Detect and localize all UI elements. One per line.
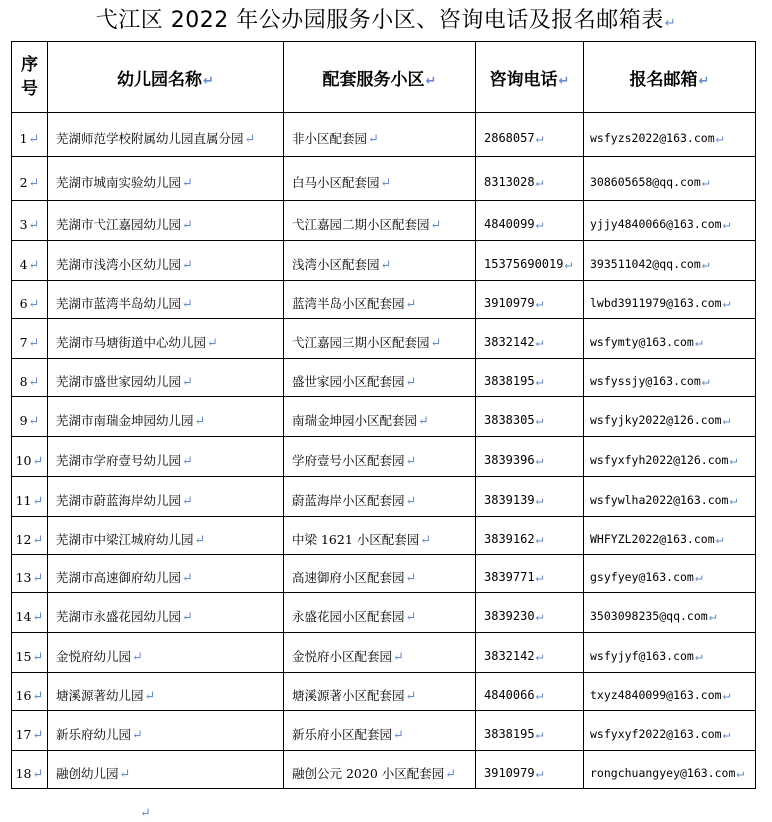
row-phone: 3838195 bbox=[484, 727, 535, 741]
paragraph-mark-icon: ↵ bbox=[430, 335, 442, 351]
table-row bbox=[12, 437, 756, 477]
row-kindergarten-name-cell bbox=[48, 673, 284, 711]
row-service-district-cell bbox=[284, 113, 476, 157]
row-phone: 2868057 bbox=[484, 131, 535, 145]
row-email-cell bbox=[584, 633, 756, 673]
row-service-district: 非小区配套园 bbox=[292, 130, 368, 146]
paragraph-mark-icon: ↵ bbox=[28, 296, 40, 312]
row-email: wsfywlha2022@163.com bbox=[590, 493, 729, 507]
row-phone: 4840099 bbox=[484, 217, 535, 231]
row-email-cell bbox=[584, 555, 756, 593]
paragraph-mark-icon: ↵ bbox=[28, 257, 40, 273]
table-row bbox=[12, 477, 756, 517]
row-index-cell bbox=[12, 633, 48, 673]
row-index-cell bbox=[12, 437, 48, 477]
row-kindergarten-name: 芜湖市马塘街道中心幼儿园 bbox=[56, 334, 207, 350]
header-district-text: 配套服务小区 bbox=[322, 69, 425, 90]
paragraph-mark-icon: ↵ bbox=[28, 217, 40, 233]
header-name bbox=[48, 42, 284, 113]
paragraph-mark-icon: ↵ bbox=[535, 609, 544, 624]
row-email-cell bbox=[584, 673, 756, 711]
paragraph-mark-icon: ↵ bbox=[32, 688, 44, 704]
paragraph-mark-icon: ↵ bbox=[405, 374, 417, 390]
row-phone-cell bbox=[476, 517, 584, 555]
paragraph-mark-icon: ↵ bbox=[182, 570, 193, 586]
row-kindergarten-name: 芜湖市蓝湾半岛幼儿园 bbox=[56, 295, 182, 311]
row-index-cell bbox=[12, 517, 48, 555]
row-service-district-cell bbox=[284, 241, 476, 281]
paragraph-mark-icon: ↵ bbox=[405, 570, 417, 586]
row-service-district-cell bbox=[284, 633, 476, 673]
row-kindergarten-name: 芜湖市盛世家园幼儿园 bbox=[56, 373, 182, 389]
paragraph-mark-icon: ↵ bbox=[708, 609, 717, 624]
row-phone-cell bbox=[476, 633, 584, 673]
table-row bbox=[12, 241, 756, 281]
paragraph-mark-icon: ↵ bbox=[405, 453, 417, 469]
row-email: wsfyjyf@163.com bbox=[590, 649, 694, 663]
row-phone: 3838305 bbox=[484, 413, 535, 427]
row-kindergarten-name-cell bbox=[48, 359, 284, 397]
paragraph-mark-icon: ↵ bbox=[140, 806, 151, 821]
row-index-cell bbox=[12, 113, 48, 157]
row-index-cell bbox=[12, 157, 48, 201]
row-service-district: 中梁 1621 小区配套园 bbox=[292, 531, 420, 547]
paragraph-mark-icon: ↵ bbox=[535, 688, 544, 703]
document-title bbox=[0, 4, 772, 41]
row-email-cell bbox=[584, 157, 756, 201]
row-index: 12 bbox=[15, 531, 32, 547]
row-service-district: 新乐府小区配套园 bbox=[292, 726, 393, 742]
row-phone: 3838195 bbox=[484, 374, 535, 388]
row-kindergarten-name-cell bbox=[48, 555, 284, 593]
row-service-district-cell bbox=[284, 593, 476, 633]
row-kindergarten-name: 芜湖市城南实验幼儿园 bbox=[56, 174, 182, 190]
row-service-district: 弋江嘉园二期小区配套园 bbox=[292, 216, 430, 232]
paragraph-mark-icon: ↵ bbox=[405, 609, 417, 625]
paragraph-mark-icon: ↵ bbox=[430, 217, 442, 233]
paragraph-mark-icon: ↵ bbox=[182, 453, 193, 469]
paragraph-mark-icon: ↵ bbox=[445, 766, 457, 782]
paragraph-mark-icon: ↵ bbox=[203, 73, 214, 89]
row-index: 11 bbox=[15, 492, 32, 508]
row-service-district: 塘溪源著小区配套园 bbox=[292, 687, 405, 703]
row-kindergarten-name: 新乐府幼儿园 bbox=[56, 726, 132, 742]
row-service-district-cell bbox=[284, 157, 476, 201]
document-title-text: 弋江区 2022 年公办园服务小区、咨询电话及报名邮箱表 bbox=[95, 8, 664, 33]
table-row bbox=[12, 319, 756, 359]
row-service-district: 浅湾小区配套园 bbox=[292, 256, 380, 272]
header-phone bbox=[476, 42, 584, 113]
paragraph-mark-icon: ↵ bbox=[729, 493, 738, 508]
row-service-district: 南瑞金坤园小区配套园 bbox=[292, 412, 418, 428]
table-row bbox=[12, 593, 756, 633]
header-phone-text: 咨询电话 bbox=[489, 69, 558, 90]
paragraph-mark-icon: ↵ bbox=[535, 217, 544, 232]
row-phone-cell bbox=[476, 593, 584, 633]
row-service-district-cell bbox=[284, 319, 476, 359]
header-district bbox=[284, 42, 476, 113]
row-index: 3 bbox=[19, 216, 28, 232]
row-email: WHFYZL2022@163.com bbox=[590, 532, 715, 546]
row-kindergarten-name-cell bbox=[48, 281, 284, 319]
paragraph-mark-icon: ↵ bbox=[736, 766, 745, 781]
row-index-cell bbox=[12, 359, 48, 397]
row-index: 1 bbox=[19, 130, 28, 146]
paragraph-mark-icon: ↵ bbox=[182, 217, 193, 233]
row-service-district-cell bbox=[284, 673, 476, 711]
row-index-cell bbox=[12, 201, 48, 241]
row-service-district: 蓝湾半岛小区配套园 bbox=[292, 295, 405, 311]
row-phone: 3839162 bbox=[484, 532, 535, 546]
paragraph-mark-icon: ↵ bbox=[182, 609, 193, 625]
row-phone-cell bbox=[476, 555, 584, 593]
paragraph-mark-icon: ↵ bbox=[207, 335, 218, 351]
row-kindergarten-name-cell bbox=[48, 201, 284, 241]
row-kindergarten-name: 芜湖市浅湾小区幼儿园 bbox=[56, 256, 182, 272]
row-kindergarten-name-cell bbox=[48, 157, 284, 201]
table-row bbox=[12, 157, 756, 201]
paragraph-mark-icon: ↵ bbox=[698, 73, 710, 89]
paragraph-mark-icon: ↵ bbox=[182, 175, 193, 191]
row-service-district: 蔚蓝海岸小区配套园 bbox=[292, 492, 405, 508]
table-row bbox=[12, 281, 756, 319]
paragraph-mark-icon: ↵ bbox=[405, 688, 417, 704]
row-index-cell bbox=[12, 397, 48, 437]
row-phone-cell bbox=[476, 241, 584, 281]
paragraph-mark-icon: ↵ bbox=[32, 570, 44, 586]
row-service-district: 高速御府小区配套园 bbox=[292, 569, 405, 585]
row-kindergarten-name: 芜湖市蔚蓝海岸幼儿园 bbox=[56, 492, 182, 508]
row-service-district-cell bbox=[284, 359, 476, 397]
row-email: wsfyjky2022@126.com bbox=[590, 413, 722, 427]
row-index: 18 bbox=[15, 765, 32, 781]
table-row bbox=[12, 201, 756, 241]
row-kindergarten-name-cell bbox=[48, 711, 284, 751]
row-kindergarten-name-cell bbox=[48, 397, 284, 437]
row-kindergarten-name-cell bbox=[48, 593, 284, 633]
row-phone-cell bbox=[476, 359, 584, 397]
table-row bbox=[12, 751, 756, 789]
row-email: wsfyxfyh2022@126.com bbox=[590, 453, 729, 467]
header-email bbox=[584, 42, 756, 113]
row-phone-cell bbox=[476, 711, 584, 751]
paragraph-mark-icon: ↵ bbox=[535, 131, 544, 146]
row-kindergarten-name-cell bbox=[48, 517, 284, 555]
paragraph-mark-icon: ↵ bbox=[535, 175, 544, 190]
paragraph-mark-icon: ↵ bbox=[182, 374, 193, 390]
row-kindergarten-name-cell bbox=[48, 113, 284, 157]
paragraph-mark-icon: ↵ bbox=[393, 727, 404, 743]
row-kindergarten-name: 金悦府幼儿园 bbox=[56, 648, 132, 664]
paragraph-mark-icon: ↵ bbox=[182, 493, 193, 509]
row-email-cell bbox=[584, 281, 756, 319]
row-phone-cell bbox=[476, 397, 584, 437]
table-row bbox=[12, 673, 756, 711]
row-service-district-cell bbox=[284, 517, 476, 555]
paragraph-mark-icon: ↵ bbox=[535, 649, 544, 664]
paragraph-mark-icon: ↵ bbox=[368, 131, 379, 147]
row-index-cell bbox=[12, 555, 48, 593]
paragraph-mark-icon: ↵ bbox=[119, 766, 131, 782]
row-service-district-cell bbox=[284, 281, 476, 319]
row-email-cell bbox=[584, 201, 756, 241]
paragraph-mark-icon: ↵ bbox=[28, 131, 40, 147]
row-email-cell bbox=[584, 319, 756, 359]
row-service-district: 永盛花园小区配套园 bbox=[292, 608, 405, 624]
header-email-text: 报名邮箱 bbox=[629, 69, 698, 90]
paragraph-mark-icon: ↵ bbox=[535, 766, 544, 781]
row-kindergarten-name-cell bbox=[48, 751, 284, 789]
row-kindergarten-name: 塘溪源著幼儿园 bbox=[56, 687, 144, 703]
row-email: 3503098235@qq.com bbox=[590, 609, 708, 623]
row-index-cell bbox=[12, 319, 48, 359]
row-email: wsfymty@163.com bbox=[590, 335, 694, 349]
row-phone: 3839139 bbox=[484, 493, 535, 507]
paragraph-mark-icon: ↵ bbox=[32, 453, 44, 469]
row-phone-cell bbox=[476, 477, 584, 517]
row-email-cell bbox=[584, 751, 756, 789]
row-phone: 3832142 bbox=[484, 335, 535, 349]
paragraph-mark-icon: ↵ bbox=[244, 131, 256, 147]
table-row bbox=[12, 359, 756, 397]
header-name-text: 幼儿园名称 bbox=[117, 69, 203, 90]
row-index-cell bbox=[12, 477, 48, 517]
row-phone: 3839230 bbox=[484, 609, 535, 623]
row-phone-cell bbox=[476, 113, 584, 157]
row-index: 17 bbox=[15, 726, 32, 742]
row-phone: 15375690019 bbox=[484, 257, 564, 271]
paragraph-mark-icon: ↵ bbox=[420, 532, 432, 548]
row-index-cell bbox=[12, 281, 48, 319]
row-email-cell bbox=[584, 517, 756, 555]
row-kindergarten-name: 芜湖市永盛花园幼儿园 bbox=[56, 608, 182, 624]
row-email: gsyfyey@163.com bbox=[590, 570, 694, 584]
row-phone-cell bbox=[476, 673, 584, 711]
row-email: rongchuangyey@163.com bbox=[590, 766, 736, 780]
row-kindergarten-name-cell bbox=[48, 633, 284, 673]
row-phone-cell bbox=[476, 751, 584, 789]
table-row bbox=[12, 397, 756, 437]
paragraph-mark-icon: ↵ bbox=[535, 727, 544, 742]
row-index: 9 bbox=[19, 412, 28, 428]
row-email: yjjy4840066@163.com bbox=[590, 217, 722, 231]
row-service-district-cell bbox=[284, 477, 476, 517]
paragraph-mark-icon: ↵ bbox=[132, 727, 143, 743]
paragraph-mark-icon: ↵ bbox=[564, 257, 573, 272]
row-phone: 3910979 bbox=[484, 296, 535, 310]
row-service-district-cell bbox=[284, 201, 476, 241]
row-index-cell bbox=[12, 241, 48, 281]
row-phone: 3839771 bbox=[484, 570, 535, 584]
paragraph-mark-icon: ↵ bbox=[32, 727, 44, 743]
row-service-district-cell bbox=[284, 555, 476, 593]
row-service-district-cell bbox=[284, 711, 476, 751]
row-email: txyz4840099@163.com bbox=[590, 688, 722, 702]
paragraph-mark-icon: ↵ bbox=[535, 413, 544, 428]
paragraph-mark-icon: ↵ bbox=[535, 374, 544, 389]
row-index: 8 bbox=[19, 373, 28, 389]
row-phone-cell bbox=[476, 201, 584, 241]
row-kindergarten-name: 芜湖市学府壹号幼儿园 bbox=[56, 452, 182, 468]
paragraph-mark-icon: ↵ bbox=[144, 688, 156, 704]
paragraph-mark-icon: ↵ bbox=[535, 532, 544, 547]
row-index: 16 bbox=[15, 687, 32, 703]
paragraph-mark-icon: ↵ bbox=[701, 257, 710, 272]
paragraph-mark-icon: ↵ bbox=[393, 649, 404, 665]
row-phone: 3839396 bbox=[484, 453, 535, 467]
table-row bbox=[12, 113, 756, 157]
paragraph-mark-icon: ↵ bbox=[32, 532, 44, 548]
paragraph-mark-icon: ↵ bbox=[194, 413, 206, 429]
paragraph-mark-icon: ↵ bbox=[535, 335, 544, 350]
row-index: 6 bbox=[19, 295, 28, 311]
paragraph-mark-icon: ↵ bbox=[32, 766, 44, 782]
row-index-cell bbox=[12, 711, 48, 751]
paragraph-mark-icon: ↵ bbox=[701, 175, 710, 190]
row-phone: 3910979 bbox=[484, 766, 535, 780]
paragraph-mark-icon: ↵ bbox=[535, 570, 544, 585]
row-index: 2 bbox=[19, 174, 28, 190]
row-kindergarten-name: 芜湖市高速御府幼儿园 bbox=[56, 569, 182, 585]
row-email-cell bbox=[584, 437, 756, 477]
table-row bbox=[12, 555, 756, 593]
paragraph-mark-icon: ↵ bbox=[194, 532, 206, 548]
paragraph-mark-icon: ↵ bbox=[558, 73, 570, 89]
row-service-district: 白马小区配套园 bbox=[292, 174, 380, 190]
paragraph-mark-icon: ↵ bbox=[694, 335, 703, 350]
row-kindergarten-name-cell bbox=[48, 241, 284, 281]
table-header-row bbox=[12, 42, 756, 113]
row-service-district: 融创公元 2020 小区配套园 bbox=[292, 765, 445, 781]
paragraph-mark-icon: ↵ bbox=[535, 453, 544, 468]
paragraph-mark-icon: ↵ bbox=[32, 493, 44, 509]
row-index: 7 bbox=[19, 334, 28, 350]
row-email-cell bbox=[584, 359, 756, 397]
table-row bbox=[12, 633, 756, 673]
row-service-district-cell bbox=[284, 437, 476, 477]
row-email: wsfyxyf2022@163.com bbox=[590, 727, 722, 741]
paragraph-mark-icon: ↵ bbox=[28, 335, 40, 351]
row-kindergarten-name: 芜湖市中梁江城府幼儿园 bbox=[56, 531, 194, 547]
paragraph-mark-icon: ↵ bbox=[28, 413, 40, 429]
row-email-cell bbox=[584, 477, 756, 517]
row-index-cell bbox=[12, 751, 48, 789]
paragraph-mark-icon: ↵ bbox=[722, 413, 731, 428]
table-row bbox=[12, 517, 756, 555]
row-service-district-cell bbox=[284, 397, 476, 437]
row-email-cell bbox=[584, 397, 756, 437]
row-email-cell bbox=[584, 711, 756, 751]
paragraph-mark-icon: ↵ bbox=[722, 688, 731, 703]
row-index: 4 bbox=[19, 256, 28, 272]
row-kindergarten-name-cell bbox=[48, 319, 284, 359]
header-index-line-2: 号 bbox=[21, 79, 38, 99]
row-service-district: 金悦府小区配套园 bbox=[292, 648, 393, 664]
row-email-cell bbox=[584, 113, 756, 157]
paragraph-mark-icon: ↵ bbox=[715, 532, 724, 547]
header-index bbox=[12, 42, 48, 113]
paragraph-mark-icon: ↵ bbox=[405, 493, 417, 509]
row-service-district: 学府壹号小区配套园 bbox=[292, 452, 405, 468]
row-email-cell bbox=[584, 593, 756, 633]
row-index-cell bbox=[12, 593, 48, 633]
paragraph-mark-icon: ↵ bbox=[132, 649, 143, 665]
paragraph-mark-icon: ↵ bbox=[729, 453, 738, 468]
row-phone-cell bbox=[476, 157, 584, 201]
paragraph-mark-icon: ↵ bbox=[535, 493, 544, 508]
paragraph-mark-icon: ↵ bbox=[28, 374, 40, 390]
row-email: wsfyssjy@163.com bbox=[590, 374, 701, 388]
row-email: wsfyzs2022@163.com bbox=[590, 131, 715, 145]
row-email-cell bbox=[584, 241, 756, 281]
row-index: 15 bbox=[15, 648, 32, 664]
paragraph-mark-icon: ↵ bbox=[32, 649, 44, 665]
row-index-cell bbox=[12, 673, 48, 711]
row-phone-cell bbox=[476, 281, 584, 319]
paragraph-mark-icon: ↵ bbox=[715, 131, 724, 146]
paragraph-mark-icon: ↵ bbox=[722, 217, 731, 232]
paragraph-mark-icon: ↵ bbox=[380, 175, 392, 191]
paragraph-mark-icon: ↵ bbox=[694, 570, 703, 585]
paragraph-mark-icon: ↵ bbox=[182, 296, 193, 312]
row-email: 308605658@qq.com bbox=[590, 175, 701, 189]
paragraph-mark-icon: ↵ bbox=[701, 374, 710, 389]
row-service-district: 弋江嘉园三期小区配套园 bbox=[292, 334, 430, 350]
row-phone: 8313028 bbox=[484, 175, 535, 189]
row-kindergarten-name: 融创幼儿园 bbox=[56, 765, 119, 781]
row-phone-cell bbox=[476, 319, 584, 359]
paragraph-mark-icon: ↵ bbox=[380, 257, 392, 273]
row-kindergarten-name-cell bbox=[48, 437, 284, 477]
row-kindergarten-name: 芜湖市南瑞金坤园幼儿园 bbox=[56, 412, 194, 428]
row-index: 10 bbox=[15, 452, 32, 468]
paragraph-mark-icon: ↵ bbox=[425, 73, 437, 89]
row-phone-cell bbox=[476, 437, 584, 477]
row-email: 393511042@qq.com bbox=[590, 257, 701, 271]
paragraph-mark-icon: ↵ bbox=[405, 296, 417, 312]
row-phone: 3832142 bbox=[484, 649, 535, 663]
kindergarten-table bbox=[11, 41, 756, 789]
row-index: 13 bbox=[15, 569, 32, 585]
paragraph-mark-icon: ↵ bbox=[28, 175, 40, 191]
row-index: 14 bbox=[15, 608, 32, 624]
row-email: lwbd3911979@163.com bbox=[590, 296, 722, 310]
paragraph-mark-icon: ↵ bbox=[418, 413, 429, 429]
paragraph-mark-icon: ↵ bbox=[535, 296, 544, 311]
paragraph-mark-icon: ↵ bbox=[32, 609, 44, 625]
row-kindergarten-name-cell bbox=[48, 477, 284, 517]
row-kindergarten-name: 芜湖市弋江嘉园幼儿园 bbox=[56, 216, 182, 232]
paragraph-mark-icon: ↵ bbox=[722, 296, 731, 311]
paragraph-mark-icon: ↵ bbox=[664, 16, 677, 31]
table-row bbox=[12, 711, 756, 751]
paragraph-mark-icon: ↵ bbox=[694, 649, 703, 664]
paragraph-mark-icon: ↵ bbox=[722, 727, 731, 742]
row-service-district-cell bbox=[284, 751, 476, 789]
header-index-line-1: 序 bbox=[21, 55, 38, 75]
row-phone: 4840066 bbox=[484, 688, 535, 702]
row-kindergarten-name: 芜湖师范学校附属幼儿园直属分园 bbox=[56, 130, 244, 146]
paragraph-mark-icon: ↵ bbox=[182, 257, 193, 273]
row-service-district: 盛世家园小区配套园 bbox=[292, 373, 405, 389]
